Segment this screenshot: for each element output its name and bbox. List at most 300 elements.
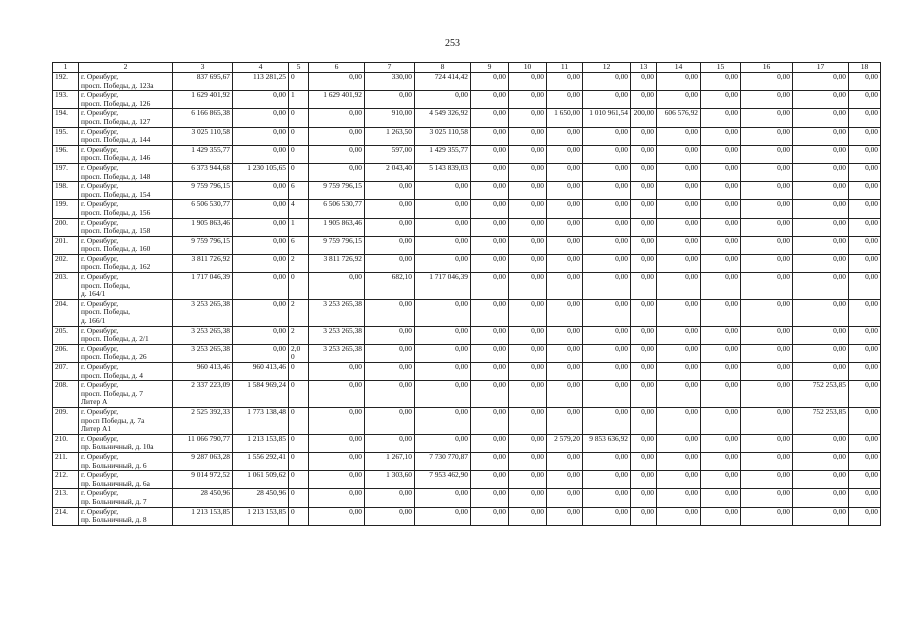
value-cell-col-17: 0,00 (793, 299, 849, 326)
value-cell-col-5: 0 (289, 489, 309, 507)
value-cell-col-8: 0,00 (415, 218, 471, 236)
value-cell-col-18: 0,00 (849, 127, 881, 145)
value-cell-col-10: 0,00 (509, 471, 547, 489)
value-cell-col-7: 910,00 (365, 109, 415, 127)
value-cell-col-16: 0,00 (741, 200, 793, 218)
value-cell-col-7: 2 043,40 (365, 163, 415, 181)
value-cell-col-6: 1 905 863,46 (309, 218, 365, 236)
value-cell-col-3: 837 695,67 (173, 73, 233, 91)
value-cell-col-8: 0,00 (415, 299, 471, 326)
value-cell-col-15: 0,00 (701, 182, 741, 200)
value-cell-col-14: 0,00 (657, 299, 701, 326)
value-cell-col-3: 6 166 865,38 (173, 109, 233, 127)
value-cell-col-13: 0,00 (631, 91, 657, 109)
value-cell-col-11: 0,00 (547, 182, 583, 200)
value-cell-col-5: 6 (289, 182, 309, 200)
column-header-8: 8 (415, 63, 471, 73)
value-cell-col-8: 0,00 (415, 434, 471, 452)
value-cell-col-15: 0,00 (701, 127, 741, 145)
value-cell-col-7: 1 267,10 (365, 452, 415, 470)
row-index: 194. (53, 109, 79, 127)
value-cell-col-8: 0,00 (415, 363, 471, 381)
value-cell-col-3: 11 066 790,77 (173, 434, 233, 452)
value-cell-col-15: 0,00 (701, 326, 741, 344)
value-cell-col-17: 0,00 (793, 163, 849, 181)
value-cell-col-3: 2 525 392,33 (173, 407, 233, 434)
value-cell-col-5: 0 (289, 145, 309, 163)
value-cell-col-11: 0,00 (547, 452, 583, 470)
value-cell-col-5: 1 (289, 91, 309, 109)
value-cell-col-4: 960 413,46 (233, 363, 289, 381)
value-cell-col-13: 0,00 (631, 127, 657, 145)
address-cell: г. Оренбург, просп. Победы, д. 148 (79, 163, 173, 181)
value-cell-col-14: 0,00 (657, 182, 701, 200)
value-cell-col-15: 0,00 (701, 254, 741, 272)
value-cell-col-7: 597,00 (365, 145, 415, 163)
value-cell-col-14: 0,00 (657, 363, 701, 381)
value-cell-col-16: 0,00 (741, 299, 793, 326)
column-header-14: 14 (657, 63, 701, 73)
value-cell-col-9: 0,00 (471, 299, 509, 326)
value-cell-col-11: 0,00 (547, 489, 583, 507)
value-cell-col-9: 0,00 (471, 145, 509, 163)
value-cell-col-8: 0,00 (415, 236, 471, 254)
value-cell-col-11: 0,00 (547, 200, 583, 218)
row-index: 205. (53, 326, 79, 344)
value-cell-col-15: 0,00 (701, 200, 741, 218)
value-cell-col-3: 3 253 265,38 (173, 326, 233, 344)
value-cell-col-15: 0,00 (701, 407, 741, 434)
value-cell-col-14: 0,00 (657, 163, 701, 181)
table-row (53, 73, 881, 91)
value-cell-col-10: 0,00 (509, 344, 547, 362)
value-cell-col-11: 0,00 (547, 127, 583, 145)
address-cell: г. Оренбург, просп. Победы, д. 162 (79, 254, 173, 272)
value-cell-col-14: 0,00 (657, 254, 701, 272)
value-cell-col-16: 0,00 (741, 182, 793, 200)
value-cell-col-4: 113 281,25 (233, 73, 289, 91)
address-cell: г. Оренбург, просп. Победы, д. 127 (79, 109, 173, 127)
column-header-17: 17 (793, 63, 849, 73)
value-cell-col-6: 0,00 (309, 452, 365, 470)
value-cell-col-10: 0,00 (509, 489, 547, 507)
value-cell-col-10: 0,00 (509, 163, 547, 181)
value-cell-col-18: 0,00 (849, 407, 881, 434)
value-cell-col-3: 1 629 401,92 (173, 91, 233, 109)
value-cell-col-15: 0,00 (701, 434, 741, 452)
value-cell-col-7: 0,00 (365, 507, 415, 525)
row-index: 199. (53, 200, 79, 218)
value-cell-col-8: 724 414,42 (415, 73, 471, 91)
table-row (53, 407, 881, 434)
value-cell-col-11: 2 579,20 (547, 434, 583, 452)
row-index: 214. (53, 507, 79, 525)
value-cell-col-12: 0,00 (583, 163, 631, 181)
value-cell-col-13: 0,00 (631, 507, 657, 525)
value-cell-col-18: 0,00 (849, 236, 881, 254)
value-cell-col-16: 0,00 (741, 471, 793, 489)
address-cell: г. Оренбург, просп. Победы, д. 164/1 (79, 273, 173, 300)
value-cell-col-9: 0,00 (471, 91, 509, 109)
value-cell-col-17: 0,00 (793, 73, 849, 91)
value-cell-col-10: 0,00 (509, 273, 547, 300)
value-cell-col-8: 0,00 (415, 326, 471, 344)
value-cell-col-17: 0,00 (793, 273, 849, 300)
table-row (53, 326, 881, 344)
value-cell-col-17: 0,00 (793, 452, 849, 470)
address-cell: г. Оренбург, просп. Победы, д. 158 (79, 218, 173, 236)
value-cell-col-12: 0,00 (583, 326, 631, 344)
value-cell-col-16: 0,00 (741, 489, 793, 507)
value-cell-col-17: 0,00 (793, 145, 849, 163)
value-cell-col-3: 3 253 265,38 (173, 344, 233, 362)
value-cell-col-15: 0,00 (701, 236, 741, 254)
table-row (53, 344, 881, 362)
row-index: 195. (53, 127, 79, 145)
value-cell-col-12: 0,00 (583, 145, 631, 163)
table-row (53, 127, 881, 145)
value-cell-col-13: 0,00 (631, 273, 657, 300)
value-cell-col-5: 2 (289, 326, 309, 344)
value-cell-col-9: 0,00 (471, 471, 509, 489)
value-cell-col-14: 0,00 (657, 489, 701, 507)
value-cell-col-17: 0,00 (793, 91, 849, 109)
value-cell-col-16: 0,00 (741, 434, 793, 452)
value-cell-col-15: 0,00 (701, 489, 741, 507)
value-cell-col-15: 0,00 (701, 299, 741, 326)
value-cell-col-18: 0,00 (849, 434, 881, 452)
value-cell-col-4: 0,00 (233, 254, 289, 272)
value-cell-col-8: 0,00 (415, 254, 471, 272)
value-cell-col-12: 0,00 (583, 363, 631, 381)
value-cell-col-6: 0,00 (309, 381, 365, 408)
value-cell-col-3: 1 905 863,46 (173, 218, 233, 236)
value-cell-col-4: 1 213 153,85 (233, 434, 289, 452)
value-cell-col-12: 0,00 (583, 73, 631, 91)
table-row (53, 91, 881, 109)
value-cell-col-3: 2 337 223,09 (173, 381, 233, 408)
value-cell-col-15: 0,00 (701, 381, 741, 408)
value-cell-col-5: 0 (289, 507, 309, 525)
value-cell-col-13: 0,00 (631, 452, 657, 470)
value-cell-col-12: 0,00 (583, 273, 631, 300)
address-cell: г. Оренбург, пр. Больничный, д. 7 (79, 489, 173, 507)
value-cell-col-13: 0,00 (631, 363, 657, 381)
table-row (53, 452, 881, 470)
value-cell-col-14: 0,00 (657, 381, 701, 408)
column-header-2: 2 (79, 63, 173, 73)
value-cell-col-11: 0,00 (547, 145, 583, 163)
row-index: 198. (53, 182, 79, 200)
value-cell-col-16: 0,00 (741, 407, 793, 434)
value-cell-col-9: 0,00 (471, 363, 509, 381)
row-index: 201. (53, 236, 79, 254)
value-cell-col-5: 1 (289, 218, 309, 236)
column-header-7: 7 (365, 63, 415, 73)
value-cell-col-10: 0,00 (509, 91, 547, 109)
value-cell-col-4: 1 556 292,41 (233, 452, 289, 470)
value-cell-col-4: 1 773 138,48 (233, 407, 289, 434)
value-cell-col-6: 0,00 (309, 73, 365, 91)
value-cell-col-4: 0,00 (233, 218, 289, 236)
value-cell-col-18: 0,00 (849, 273, 881, 300)
value-cell-col-4: 0,00 (233, 326, 289, 344)
value-cell-col-18: 0,00 (849, 452, 881, 470)
value-cell-col-5: 0 (289, 407, 309, 434)
value-cell-col-3: 6 506 530,77 (173, 200, 233, 218)
value-cell-col-16: 0,00 (741, 507, 793, 525)
value-cell-col-16: 0,00 (741, 236, 793, 254)
value-cell-col-6: 3 253 265,38 (309, 344, 365, 362)
value-cell-col-9: 0,00 (471, 218, 509, 236)
value-cell-col-18: 0,00 (849, 381, 881, 408)
value-cell-col-18: 0,00 (849, 299, 881, 326)
value-cell-col-4: 0,00 (233, 273, 289, 300)
value-cell-col-12: 1 010 961,54 (583, 109, 631, 127)
column-header-5: 5 (289, 63, 309, 73)
value-cell-col-13: 0,00 (631, 434, 657, 452)
value-cell-col-4: 1 061 509,62 (233, 471, 289, 489)
value-cell-col-16: 0,00 (741, 163, 793, 181)
table-row (53, 507, 881, 525)
address-cell: г. Оренбург, пр. Больничный, д. 10а (79, 434, 173, 452)
value-cell-col-10: 0,00 (509, 218, 547, 236)
value-cell-col-6: 6 506 530,77 (309, 200, 365, 218)
value-cell-col-13: 200,00 (631, 109, 657, 127)
value-cell-col-9: 0,00 (471, 489, 509, 507)
value-cell-col-9: 0,00 (471, 236, 509, 254)
table-row (53, 182, 881, 200)
value-cell-col-18: 0,00 (849, 109, 881, 127)
value-cell-col-14: 0,00 (657, 145, 701, 163)
value-cell-col-5: 2,0 0 (289, 344, 309, 362)
value-cell-col-17: 0,00 (793, 344, 849, 362)
value-cell-col-10: 0,00 (509, 381, 547, 408)
row-index: 210. (53, 434, 79, 452)
value-cell-col-6: 0,00 (309, 145, 365, 163)
value-cell-col-6: 0,00 (309, 434, 365, 452)
table-row (53, 434, 881, 452)
value-cell-col-12: 0,00 (583, 218, 631, 236)
value-cell-col-17: 0,00 (793, 182, 849, 200)
value-cell-col-9: 0,00 (471, 200, 509, 218)
value-cell-col-11: 0,00 (547, 163, 583, 181)
value-cell-col-6: 0,00 (309, 273, 365, 300)
value-cell-col-8: 7 953 462,90 (415, 471, 471, 489)
address-cell: г. Оренбург, просп Победы, д. 7а Литер А1 (79, 407, 173, 434)
row-index: 193. (53, 91, 79, 109)
value-cell-col-9: 0,00 (471, 182, 509, 200)
value-cell-col-5: 0 (289, 452, 309, 470)
value-cell-col-14: 0,00 (657, 407, 701, 434)
value-cell-col-8: 0,00 (415, 344, 471, 362)
value-cell-col-7: 1 263,50 (365, 127, 415, 145)
value-cell-col-18: 0,00 (849, 507, 881, 525)
value-cell-col-7: 330,00 (365, 73, 415, 91)
value-cell-col-9: 0,00 (471, 434, 509, 452)
row-index: 192. (53, 73, 79, 91)
value-cell-col-3: 9 759 796,15 (173, 182, 233, 200)
value-cell-col-15: 0,00 (701, 145, 741, 163)
value-cell-col-15: 0,00 (701, 363, 741, 381)
table-row (53, 200, 881, 218)
column-header-4: 4 (233, 63, 289, 73)
value-cell-col-17: 0,00 (793, 434, 849, 452)
address-cell: г. Оренбург, просп. Победы, д. 156 (79, 200, 173, 218)
value-cell-col-10: 0,00 (509, 254, 547, 272)
value-cell-col-13: 0,00 (631, 299, 657, 326)
value-cell-col-16: 0,00 (741, 452, 793, 470)
column-header-9: 9 (471, 63, 509, 73)
value-cell-col-7: 0,00 (365, 182, 415, 200)
row-index: 204. (53, 299, 79, 326)
value-cell-col-4: 0,00 (233, 236, 289, 254)
value-cell-col-12: 0,00 (583, 182, 631, 200)
value-cell-col-16: 0,00 (741, 73, 793, 91)
column-header-3: 3 (173, 63, 233, 73)
value-cell-col-13: 0,00 (631, 218, 657, 236)
value-cell-col-12: 0,00 (583, 254, 631, 272)
value-cell-col-17: 0,00 (793, 236, 849, 254)
value-cell-col-7: 0,00 (365, 326, 415, 344)
address-cell: г. Оренбург, просп. Победы, д. 146 (79, 145, 173, 163)
value-cell-col-9: 0,00 (471, 507, 509, 525)
value-cell-col-11: 0,00 (547, 73, 583, 91)
column-header-15: 15 (701, 63, 741, 73)
value-cell-col-6: 0,00 (309, 489, 365, 507)
value-cell-col-9: 0,00 (471, 452, 509, 470)
value-cell-col-15: 0,00 (701, 109, 741, 127)
value-cell-col-18: 0,00 (849, 182, 881, 200)
table-row (53, 109, 881, 127)
value-cell-col-11: 0,00 (547, 507, 583, 525)
row-index: 212. (53, 471, 79, 489)
value-cell-col-12: 0,00 (583, 407, 631, 434)
value-cell-col-12: 0,00 (583, 489, 631, 507)
row-index: 211. (53, 452, 79, 470)
value-cell-col-5: 4 (289, 200, 309, 218)
value-cell-col-14: 0,00 (657, 73, 701, 91)
housing-register-table (52, 62, 881, 526)
address-cell: г. Оренбург, пр. Больничный, д. 8 (79, 507, 173, 525)
value-cell-col-6: 0,00 (309, 507, 365, 525)
value-cell-col-8: 1 429 355,77 (415, 145, 471, 163)
row-index: 213. (53, 489, 79, 507)
value-cell-col-16: 0,00 (741, 109, 793, 127)
value-cell-col-4: 0,00 (233, 182, 289, 200)
value-cell-col-17: 0,00 (793, 109, 849, 127)
value-cell-col-18: 0,00 (849, 254, 881, 272)
value-cell-col-16: 0,00 (741, 254, 793, 272)
value-cell-col-18: 0,00 (849, 363, 881, 381)
value-cell-col-9: 0,00 (471, 273, 509, 300)
value-cell-col-14: 0,00 (657, 236, 701, 254)
value-cell-col-3: 1 717 046,39 (173, 273, 233, 300)
value-cell-col-17: 752 253,85 (793, 381, 849, 408)
value-cell-col-10: 0,00 (509, 407, 547, 434)
value-cell-col-7: 0,00 (365, 299, 415, 326)
value-cell-col-5: 2 (289, 299, 309, 326)
value-cell-col-11: 0,00 (547, 326, 583, 344)
value-cell-col-3: 28 450,96 (173, 489, 233, 507)
value-cell-col-13: 0,00 (631, 254, 657, 272)
value-cell-col-5: 0 (289, 127, 309, 145)
value-cell-col-18: 0,00 (849, 73, 881, 91)
value-cell-col-7: 0,00 (365, 200, 415, 218)
value-cell-col-3: 1 213 153,85 (173, 507, 233, 525)
value-cell-col-14: 0,00 (657, 452, 701, 470)
value-cell-col-9: 0,00 (471, 326, 509, 344)
value-cell-col-7: 0,00 (365, 489, 415, 507)
table-body (53, 73, 881, 526)
value-cell-col-5: 0 (289, 434, 309, 452)
value-cell-col-5: 2 (289, 254, 309, 272)
value-cell-col-6: 0,00 (309, 363, 365, 381)
value-cell-col-13: 0,00 (631, 200, 657, 218)
value-cell-col-13: 0,00 (631, 344, 657, 362)
value-cell-col-14: 0,00 (657, 127, 701, 145)
value-cell-col-15: 0,00 (701, 507, 741, 525)
row-index: 209. (53, 407, 79, 434)
value-cell-col-9: 0,00 (471, 407, 509, 434)
value-cell-col-18: 0,00 (849, 471, 881, 489)
value-cell-col-13: 0,00 (631, 236, 657, 254)
value-cell-col-4: 28 450,96 (233, 489, 289, 507)
table-row (53, 471, 881, 489)
value-cell-col-7: 0,00 (365, 363, 415, 381)
value-cell-col-5: 0 (289, 273, 309, 300)
table-row (53, 489, 881, 507)
value-cell-col-18: 0,00 (849, 344, 881, 362)
address-cell: г. Оренбург, просп. Победы, д. 2/1 (79, 326, 173, 344)
value-cell-col-18: 0,00 (849, 326, 881, 344)
value-cell-col-11: 0,00 (547, 273, 583, 300)
value-cell-col-4: 0,00 (233, 200, 289, 218)
row-index: 202. (53, 254, 79, 272)
value-cell-col-10: 0,00 (509, 145, 547, 163)
value-cell-col-12: 0,00 (583, 91, 631, 109)
value-cell-col-10: 0,00 (509, 326, 547, 344)
value-cell-col-8: 5 143 839,03 (415, 163, 471, 181)
value-cell-col-6: 1 629 401,92 (309, 91, 365, 109)
value-cell-col-13: 0,00 (631, 489, 657, 507)
value-cell-col-17: 0,00 (793, 254, 849, 272)
value-cell-col-3: 1 429 355,77 (173, 145, 233, 163)
value-cell-col-12: 0,00 (583, 452, 631, 470)
value-cell-col-6: 0,00 (309, 407, 365, 434)
value-cell-col-6: 3 253 265,38 (309, 326, 365, 344)
value-cell-col-15: 0,00 (701, 471, 741, 489)
table-row (53, 273, 881, 300)
address-cell: г. Оренбург, просп. Победы, д. 126 (79, 91, 173, 109)
value-cell-col-10: 0,00 (509, 363, 547, 381)
value-cell-col-5: 0 (289, 109, 309, 127)
value-cell-col-11: 1 650,00 (547, 109, 583, 127)
value-cell-col-3: 3 025 110,58 (173, 127, 233, 145)
value-cell-col-10: 0,00 (509, 452, 547, 470)
value-cell-col-14: 0,00 (657, 507, 701, 525)
value-cell-col-16: 0,00 (741, 91, 793, 109)
value-cell-col-17: 0,00 (793, 200, 849, 218)
value-cell-col-5: 0 (289, 471, 309, 489)
value-cell-col-16: 0,00 (741, 326, 793, 344)
table-row (53, 163, 881, 181)
value-cell-col-4: 1 213 153,85 (233, 507, 289, 525)
value-cell-col-11: 0,00 (547, 299, 583, 326)
value-cell-col-14: 0,00 (657, 471, 701, 489)
value-cell-col-18: 0,00 (849, 200, 881, 218)
value-cell-col-4: 0,00 (233, 344, 289, 362)
